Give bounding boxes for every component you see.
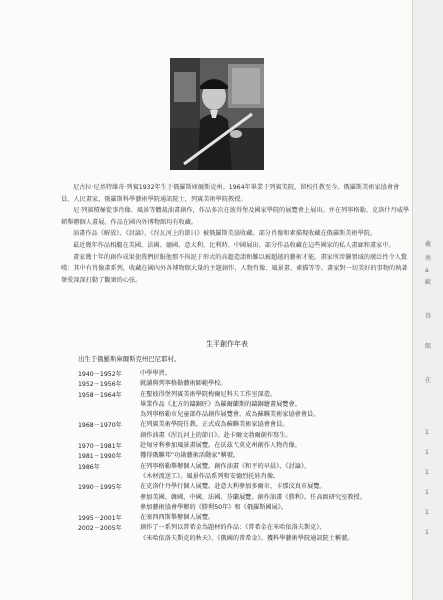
chronology-heading: 生平創作年表 [206, 340, 248, 348]
margin-char: 1 [425, 469, 429, 476]
artist-biography [61, 182, 411, 286]
entry-year: 1968－1970年 [78, 422, 122, 430]
chronology-entry [78, 441, 408, 451]
margin-char: 歐 [425, 279, 432, 286]
entry-line: 就讀與列寧格勒藝術師範學校。 [140, 380, 227, 388]
margin-char: 得 [425, 313, 432, 320]
chronology-entry [78, 379, 408, 389]
chronology-entry [78, 482, 408, 513]
margin-char: 1 [425, 489, 429, 496]
margin-char: 1 [425, 529, 429, 536]
margin-char: 在 [425, 377, 432, 384]
margin-char: 1 [425, 429, 429, 436]
bio-paragraph: 最近幾年作品相繼在美國、法國、德國、意大利、比利時、中國展出。部分作品收藏在這些國家的私人畫廊和畫家中。 [73, 241, 395, 249]
entry-year: 1940－1952年 [78, 371, 122, 378]
entry-line: 《木材流送工》。風景作品系列和安德烈托娃肖像。 [140, 472, 280, 480]
entry-line: 赴匈牙利參加風景畫展覽。在沃茲弋莫克州創作人物肖像。 [140, 442, 301, 450]
chronology-entry [78, 513, 408, 523]
entry-line: 參加藝術協會學辦的《勝利50年》和《俄羅斯國展》。 [140, 503, 288, 511]
margin-char: 南 [425, 255, 432, 262]
chronology-entry [78, 420, 408, 441]
margin-char: 館 [425, 343, 432, 350]
entry-line: 獲得俄聯邦“功勛藝術活動家”稱號。 [140, 452, 240, 460]
chronology-entry [78, 390, 408, 421]
chronology-intro: 出生于俄羅斯庫爾斯克州巴尼耶村。 [78, 355, 181, 363]
entry-line: 《米哈依洛夫斯克的秋天》、《俄國的普希金》。獲科學藝術學院通訊院士稱號。 [140, 534, 354, 542]
margin-char: a [425, 267, 429, 274]
entry-year: 1952－1956年 [78, 381, 122, 389]
entry-line: 在聖彼得堡列賓美術學院梅爾尼科夫工作室深造。 [140, 390, 277, 398]
adjacent-page-edge [412, 0, 443, 600]
entry-line: 為列寧格勒市兒童部作品創作展覽會。成為蘇聯美術家協會會員。 [140, 411, 320, 419]
entry-line: 在塞西西斯舉辦個人展覽。 [140, 514, 215, 522]
bio-paragraph: 油畫作品《解放》、《討論》、《涅瓦河上的節日》被俄羅斯美協收藏。部分肖像和素描現收藏在俄羅斯美術學院。 [73, 230, 377, 238]
entry-year: 1970－1981年 [78, 443, 122, 451]
entry-year: 1981－1990年 [78, 453, 122, 461]
margin-char: 羲 [425, 241, 432, 248]
entry-line: 在列寧格勒舉辦個人展覽。創作油畫《和平的早晨》、《討論》、 [140, 462, 311, 470]
entry-year: 1986年 [78, 463, 100, 471]
margin-char: 1 [425, 449, 429, 456]
bio-paragraph: 尼古拉·尼基特維奇·列賓1932年生于俄羅斯庫爾斯克州。1964年畢業于列賓美院，留校任教至今。俄羅斯美術家協會會員，人民畫家，俄羅斯科學藝術學院通訊院士，列賓美術學院教授。 [61, 184, 400, 203]
entry-line: 中學學習。 [140, 370, 171, 377]
bio-paragraph: 畫家幾十年的創作成果使我們折服他那不拘泥于形式的高超造詣和難以被超越的藝術才能。畫家所涉獵領域的廣泛性令人驚嘆：其中有肖像畫系列，收藏在國內外各博物館大量的主題創作，人物肖像、風景畫、素描等等。畫家對一切美好的事物的執著摯愛深深打動了觀衆的心弦。 [61, 253, 408, 284]
entry-year: 1995－2001年 [78, 515, 122, 523]
entry-line: 在克洛什丹學行個人展覽。赴意大利參加多爾市、卡那汶真市展覽。 [140, 483, 326, 491]
entry-line: 參加美國、韓國、中國、法國、芬蘭展覽。創作油畫《勝利》。任高級研究室教授。 [140, 493, 366, 501]
chronology-list [78, 369, 408, 544]
margin-char: 1 [425, 509, 429, 516]
chronology-entry [78, 462, 408, 483]
artist-portrait-photo [170, 58, 264, 170]
entry-year: 1958－1964年 [78, 391, 122, 399]
entry-line: 在列賓美術學院任教。正式成為蘇聯美術家協會會員。 [140, 421, 289, 429]
entry-line: 創作了一系列以普希金為題材的作品：《普希金在米哈依洛夫斯克》、 [140, 524, 326, 532]
entry-year: 2002－2005年 [78, 525, 122, 533]
entry-year: 1990－1995年 [78, 484, 122, 492]
chronology-entry [78, 451, 408, 461]
entry-line: 創作油畫《涅瓦河上的節日》。赴卡爾文勃爾創作寫生。 [140, 431, 292, 439]
entry-line: 畢業作品《北方的鑄銅匠》為羅爾蘭斯的鑄銅繪畫展覽會。 [140, 400, 301, 408]
chronology-entry [78, 523, 408, 544]
chronology-entry [78, 369, 408, 379]
bio-paragraph: 尼·列賓積極從事肖像、風景等體裁油畫創作，作品多次在彼得堡及國家學院的展覽會上展出。并在列寧格勒、克洛什丹威學頓舉辦個人畫展。作品在國內外博物館均有收藏。 [61, 207, 410, 226]
